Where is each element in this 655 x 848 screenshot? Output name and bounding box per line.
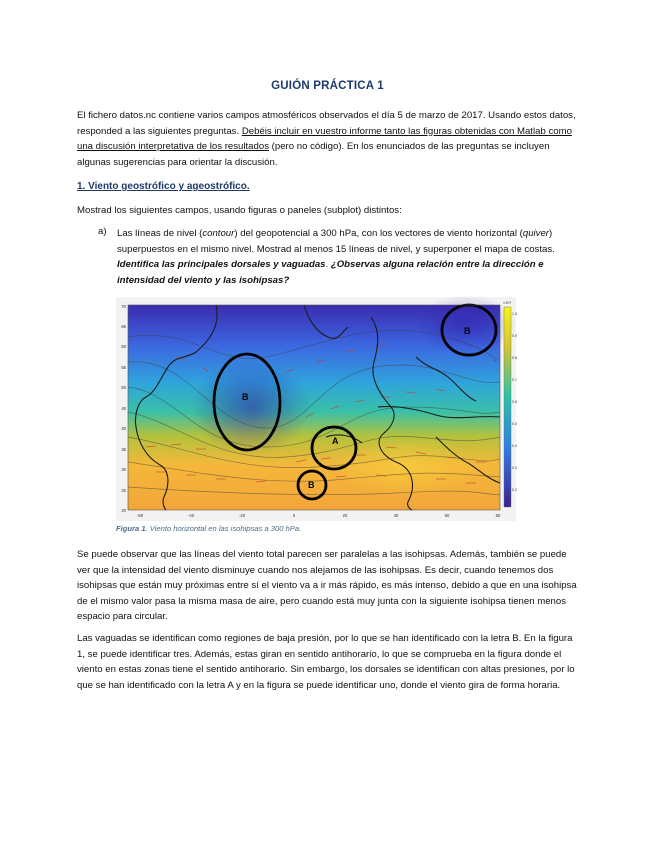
svg-text:20: 20 (121, 508, 126, 513)
svg-text:45: 45 (121, 406, 126, 411)
paragraph-troughs-ridges: Las vaguadas se identifican como regiones de baja presión, por lo que se han identificado con la letra B. En la figura 1, se puede identificar tres. Además, estas giran en sentido antihorario, lo que se comprueba en la figura donde el viento en estas zonas tiene el sentido antihorario. Sin embargo, los dorsales se identifican con altas presiones, por lo que se han identificado con la letra A y en la figura se puede identificar uno, donde el viento gira de forma horaria. (77, 633, 575, 691)
svg-text:40: 40 (121, 426, 126, 431)
label-low-west: B (242, 392, 249, 402)
svg-text:80: 80 (495, 513, 501, 518)
svg-text:60: 60 (444, 513, 450, 518)
item-a-bold-italic-2: ¿Observas alguna relación entre la dirección e intensidad del viento y las isohipsas? (117, 259, 544, 286)
svg-text:-40: -40 (187, 513, 195, 518)
svg-text:0: 0 (292, 513, 296, 518)
item-a-text-1: Las líneas de nivel ( (117, 228, 203, 239)
caption-label: Figura 1 (116, 524, 146, 533)
svg-text:30: 30 (121, 467, 126, 472)
intro-text-1: El fichero datos.nc contiene varios campos atmosféricos observados el día 5 de marzo de 2017. Usando estos datos, responded a las siguientes preguntas. (77, 110, 576, 137)
svg-text:25: 25 (121, 488, 126, 493)
label-low-south: B (308, 480, 315, 490)
colorbar-exponent: ×10⁴ (503, 301, 512, 305)
svg-text:0.9: 0.9 (512, 334, 517, 338)
intro-text-2: (pero no código). En los enunciados de las preguntas se incluyen algunas sugerencias para orientar la discusión. (77, 141, 550, 168)
svg-text:35: 35 (121, 447, 126, 452)
svg-text:-20: -20 (238, 513, 246, 518)
instruction-text: Mostrad los siguientes campos, usando figuras o paneles (subplot) distintos: (77, 205, 402, 216)
paragraph-wind-isohypses: Se puede observar que las líneas del viento total parecen ser paralelas a las isohipsas. Además, también se puede ver que la intensidad del viento disminuye cuando nos alejamos de las isohipsas. Es decir, cuando tenemos dos isohipsas que están muy próximas entre sí el viento va a ir más rápido, es más intenso, debido a que en una isohipsa de el mismo valor pasa la misma masa de aire, pero cuando está muy junta con la siguiente isohipsa tienen menos espacio para circular. (77, 549, 577, 623)
svg-text:55: 55 (121, 365, 126, 370)
item-a-italic-1: contour (202, 228, 235, 239)
svg-text:65: 65 (121, 324, 126, 329)
svg-text:-60: -60 (136, 513, 144, 518)
svg-text:1.0: 1.0 (512, 312, 517, 316)
item-a-text-4: . (325, 259, 331, 271)
intro-paragraph (77, 108, 577, 170)
svg-text:0.5: 0.5 (512, 422, 517, 426)
svg-text:0.2: 0.2 (512, 488, 517, 492)
svg-text:20: 20 (342, 513, 348, 518)
list-marker: a) (98, 226, 107, 237)
list-item-a (117, 226, 557, 288)
label-low-northeast: B (464, 326, 471, 336)
svg-text:70: 70 (121, 304, 126, 309)
svg-text:40: 40 (393, 513, 399, 518)
geopotential-wind-figure (116, 297, 516, 521)
item-a-italic-2: quiver (522, 228, 549, 239)
figure-caption (116, 524, 301, 533)
plot-area (128, 295, 516, 510)
svg-text:0.3: 0.3 (512, 466, 517, 470)
item-a-text-3: ) superpuestos en el mismo nivel. Mostrad al menos 15 líneas de nivel, y superponer el mapa de costas. (117, 228, 555, 255)
section-heading: 1. Viento geostrófico y ageostrófico. (77, 181, 250, 192)
svg-text:0.8: 0.8 (512, 356, 517, 360)
svg-text:60: 60 (121, 344, 126, 349)
svg-text:50: 50 (121, 385, 126, 390)
svg-text:0.6: 0.6 (512, 400, 517, 404)
label-ridge: A (332, 436, 339, 446)
svg-text:0.7: 0.7 (512, 378, 517, 382)
caption-text: . Viento horizontal en las isohipsas a 300 hPa. (145, 524, 302, 533)
document-title: GUIÓN PRÁCTICA 1 (271, 80, 384, 92)
intro-underlined-text: Debéis incluir en vuestro informe tanto las figuras obtenidas con Matlab como una discusión interpretativa de los resultados (77, 125, 572, 153)
item-a-bold-italic-1: Identifica las principales dorsales y vaguadas (117, 259, 326, 271)
svg-text:0.4: 0.4 (512, 444, 517, 448)
item-a-text-2: ) del geopotencial a 300 hPa, con los vectores de viento horizontal ( (234, 228, 523, 239)
